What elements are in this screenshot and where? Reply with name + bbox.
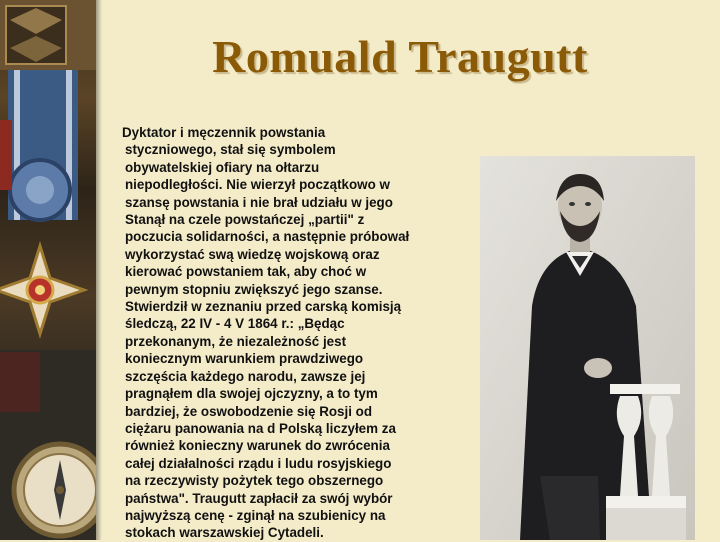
body-line: wykorzystać swą wiedzę wojskową oraz (125, 246, 380, 262)
body-line: na rzeczywisty pożytek tego obszernego (125, 473, 384, 489)
body-line: bardziej, że oswobodzenie się Rosji od (125, 403, 373, 419)
body-line: ciężaru panowania na d Polską liczyłem za (125, 420, 396, 436)
portrait-illustration (480, 156, 695, 540)
body-line: również konieczny warunek do zwrócenia (125, 438, 390, 454)
body-line: szansę powstania i nie brał udziału w jego (125, 194, 393, 210)
body-line: przekonanym, że niezależność jest (125, 333, 347, 349)
body-line: kierować powstaniem tak, aby choć w (125, 264, 367, 280)
decoration-shadow (96, 0, 102, 540)
slide-title: Romuald Traugutt (212, 31, 588, 82)
body-text (116, 124, 476, 542)
body-line: pragnąłem dla swojej ojczyzny, a to tym (125, 386, 378, 402)
body-line: śledczą, 22 IV - 4 V 1864 r.: „Będąc (125, 316, 345, 332)
body-line: najwyższą cenę - zginął na szubienicy na (125, 507, 386, 523)
medals-illustration (0, 0, 96, 540)
body-line: niepodległości. Nie wierzył początkowo w (125, 177, 390, 193)
body-line: całej działalności rządu i ludu rosyjskiego (125, 455, 392, 471)
medals-decoration-image (0, 0, 96, 540)
body-line: Dyktator i męczennik powstania (122, 125, 326, 140)
body-line: styczniowego, stał się symbolem (125, 142, 336, 158)
body-line: koniecznym warunkiem prawdziwego (125, 351, 364, 367)
body-line: Stwierdził w zeznaniu przed carską komisją (125, 299, 402, 315)
body-line: poczucia solidarności, a następnie próbował (125, 229, 410, 245)
body-line: stokach warszawskiej Cytadeli. (125, 525, 324, 541)
body-line: pewnym stopniu zwiększyć jego szanse. (125, 281, 383, 297)
body-line: obywatelskiej ofiary na ołtarzu (125, 159, 320, 175)
body-line: państwa". Traugutt zapłacił za swój wybór (125, 490, 393, 506)
body-line: Stanął na czele powstańczej „partii" z (125, 212, 365, 228)
portrait-photo (480, 156, 695, 540)
body-line: szczęścia każdego narodu, zawsze jej (125, 368, 366, 384)
